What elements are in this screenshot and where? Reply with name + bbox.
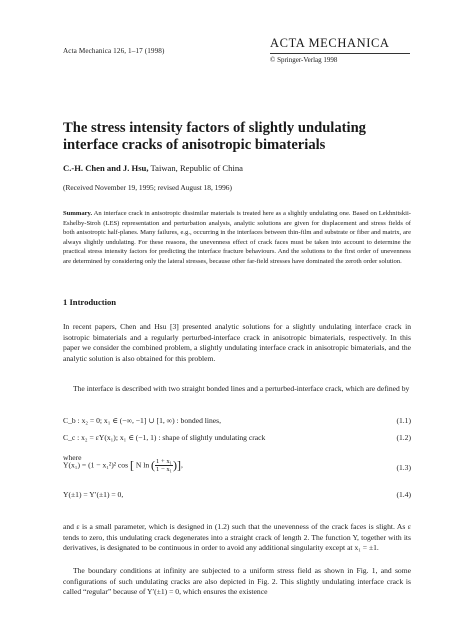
right-paren-glyph: ) bbox=[172, 458, 177, 472]
summary-block bbox=[63, 209, 411, 267]
equation-1-4-body: Y(±1) = Y′(±1) = 0, bbox=[63, 490, 124, 499]
equation-1-2-body: C_c : x₂ = εY(x₁); x₁ ∈ (−1, 1) : shape of slightly undulating crack bbox=[63, 433, 266, 442]
journal-masthead bbox=[270, 36, 410, 64]
equation-1-3-prefix: Y(x₁) = (1 − x₁²)² cos bbox=[63, 460, 129, 470]
author-location: Taiwan, Republic of China bbox=[148, 163, 243, 173]
authors-line bbox=[63, 163, 243, 173]
equation-1-3-body: Y(x₁) = (1 − x₁²)² cos [ N ln ( $\frac{\text{1 + x₁}}{\text{1 − x₁}}$ )], bbox=[63, 458, 183, 473]
summary-label: Summary. bbox=[63, 210, 93, 217]
publisher-line: © Springer-Verlag 1998 bbox=[270, 56, 338, 64]
author-names: C.-H. Chen and J. Hsu, bbox=[63, 163, 149, 173]
left-bracket-glyph: [ bbox=[129, 458, 134, 472]
where-word: where bbox=[63, 453, 82, 462]
title-line-2: interface cracks of anisotropic bimaterials bbox=[63, 137, 326, 153]
fraction-numerator: 1 + x₁ bbox=[156, 458, 172, 465]
section-heading: 1 Introduction bbox=[63, 297, 117, 307]
summary-text: An interface crack in anisotropic dissimilar materials is treated here as a slightly undulating one. Based on Lekhnitskii-Eshelby-Stroh (LES) representation and perturbation analysis, analytic solutions are given for displacement and stress fields of both anisotropic half-planes. Many failures, e.g., occurring in the interfaces between thin-film and substrate or fiber and matrix, are always slightly undulating. For these reasons, the unevenness effect of crack faces must be taken into account to determine the practical stress intensity factors for predicting the interface fracture behaviours. And the solutions to the first order of unevenness are determined by considering only the lateral stresses, because other far-field stresses have dominated the zeroth order solution. bbox=[63, 210, 411, 265]
fraction-denominator: 1 − x₁ bbox=[156, 466, 172, 473]
received-dates: (Received November 19, 1995; revised August 18, 1996) bbox=[63, 183, 232, 192]
body-paragraph-3: and ε is a small parameter, which is designed in (1.2) such that the unevenness of the crack faces is slight. As ε tends to zero, this undulating crack degenerates into a straight crack of length 2. The function Y, together with its derivatives, is designated to be continuous in order to avoid any additional singularity except at x₁ = ±1. bbox=[63, 522, 411, 553]
left-paren-glyph: ( bbox=[151, 458, 156, 472]
equation-1-4-number: (1.4) bbox=[396, 490, 411, 499]
equation-1-3-number: (1.3) bbox=[396, 463, 411, 472]
paper-title bbox=[63, 120, 423, 154]
equation-1-3-fraction bbox=[155, 458, 173, 473]
intro-paragraph-2: The interface is described with two straight bonded lines and a perturbed-interface crack, which are defined by bbox=[73, 384, 410, 393]
equation-1-1-body: C_b : x₂ = 0; x₁ ∈ (−∞, −1] ∪ [1, ∞) : bonded lines, bbox=[63, 416, 222, 425]
title-line-1: The stress intensity factors of slightly undulating bbox=[63, 120, 366, 136]
equation-1-3-mid: N ln bbox=[135, 460, 150, 470]
journal-name: ACTA MECHANICA bbox=[270, 36, 410, 54]
journal-reference: Acta Mechanica 126, 1–17 (1998) bbox=[63, 47, 165, 55]
body-paragraph-4: The boundary conditions at infinity are subjected to a uniform stress field as shown in Fig. 1, and some configurations of such undulating cracks are also depicted in Fig. 2. This slightly undulating interface crack is called “regular” because of Y′(±1) = 0, which ensures the existence bbox=[63, 566, 411, 597]
right-bracket-glyph: ] bbox=[176, 458, 181, 472]
equation-1-1-number: (1.1) bbox=[396, 416, 411, 425]
intro-paragraph-1: In recent papers, Chen and Hsu [3] presented analytic solutions for a slightly undulating interface crack in isotropic bimaterials and a regularly perturbed-interface crack in anisotropic bimaterials, respectively. In this paper we consider the combined problem, a slightly undulating interface crack in anisotropic bimaterials, and the analytic solution is also obtained for this problem. bbox=[63, 322, 411, 363]
equation-1-2-number: (1.2) bbox=[396, 433, 411, 442]
